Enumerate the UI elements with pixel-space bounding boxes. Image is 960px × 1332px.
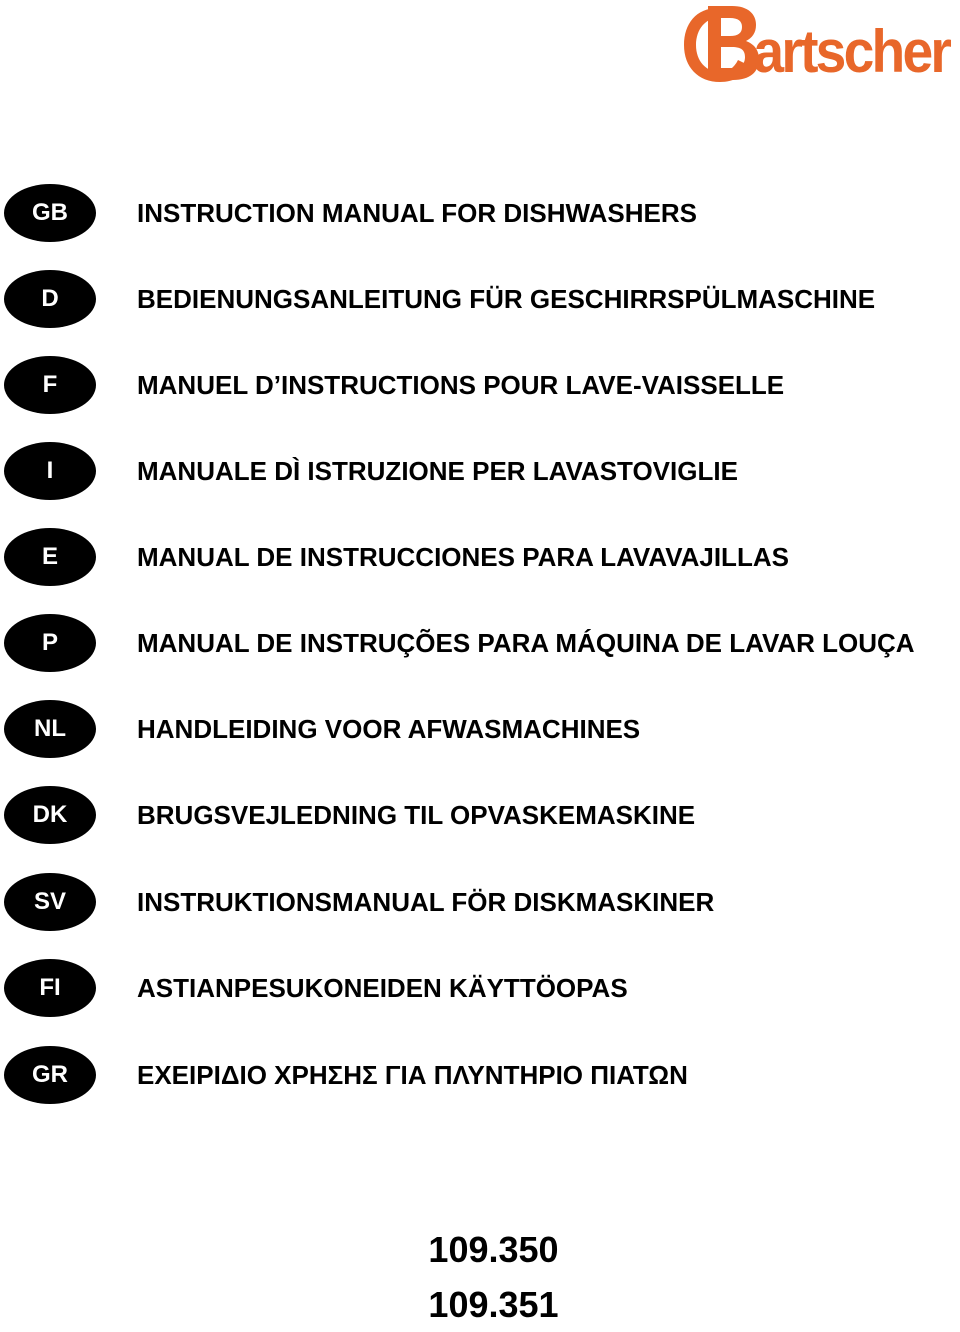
language-badge: GB: [4, 184, 96, 242]
manual-title: INSTRUKTIONSMANUAL FÖR DISKMASKINER: [137, 886, 715, 917]
manual-title: MANUAL DE INSTRUCCIONES PARA LAVAVAJILLAS: [137, 541, 789, 572]
language-badge: D: [4, 270, 96, 328]
language-row-p: [0, 614, 960, 674]
manual-title: BRUGSVEJLEDNING TIL OPVASKEMASKINE: [137, 799, 696, 830]
language-badge: GR: [4, 1046, 96, 1104]
language-badge: DK: [4, 786, 96, 844]
language-row-sv: [0, 873, 960, 933]
logo-wordmark: artscher: [753, 18, 950, 86]
language-row-nl: [0, 700, 960, 760]
language-badge: I: [4, 442, 96, 500]
language-badge: NL: [4, 700, 96, 758]
language-badge: E: [4, 528, 96, 586]
language-row-fi: [0, 959, 960, 1019]
language-badge: SV: [4, 873, 96, 931]
language-badge: P: [4, 614, 96, 672]
language-row-gb: [0, 184, 960, 244]
manual-title: MANUAL DE INSTRUÇÕES PARA MÁQUINA DE LAVAR LOUÇA: [137, 627, 915, 658]
manual-title: MANUALE DÌ ISTRUZIONE PER LAVASTOVIGLIE: [137, 455, 738, 486]
manual-title: ASTIANPESUKONEIDEN KÄYTTÖOPAS: [137, 972, 628, 1003]
model-number: 109.351: [428, 1284, 559, 1325]
language-row-e: [0, 528, 960, 588]
manual-title: BEDIENUNGSANLEITUNG FÜR GESCHIRRSPÜLMASCHINE: [137, 283, 876, 314]
language-row-d: [0, 270, 960, 330]
language-row-gr: [0, 1046, 960, 1106]
model-numbers: [0, 1222, 960, 1332]
language-badge: FI: [4, 959, 96, 1017]
language-row-f: [0, 356, 960, 416]
manual-title: INSTRUCTION MANUAL FOR DISHWASHERS: [137, 197, 697, 228]
manual-title: HANDLEIDING VOOR AFWASMACHINES: [137, 713, 641, 744]
model-number: 109.350: [428, 1229, 559, 1270]
language-row-dk: [0, 786, 960, 846]
manual-title: ΕΧΕΙΡΙΔΙΟ ΧΡΗΣΗΣ ΓΙΑ ΠΛΥΝΤΗΡΙΟ ΠΙΑΤΩΝ: [137, 1059, 688, 1090]
manual-title: MANUEL D’INSTRUCTIONS POUR LAVE-VAISSELLE: [137, 369, 785, 400]
language-row-i: [0, 442, 960, 502]
language-badge: F: [4, 356, 96, 414]
